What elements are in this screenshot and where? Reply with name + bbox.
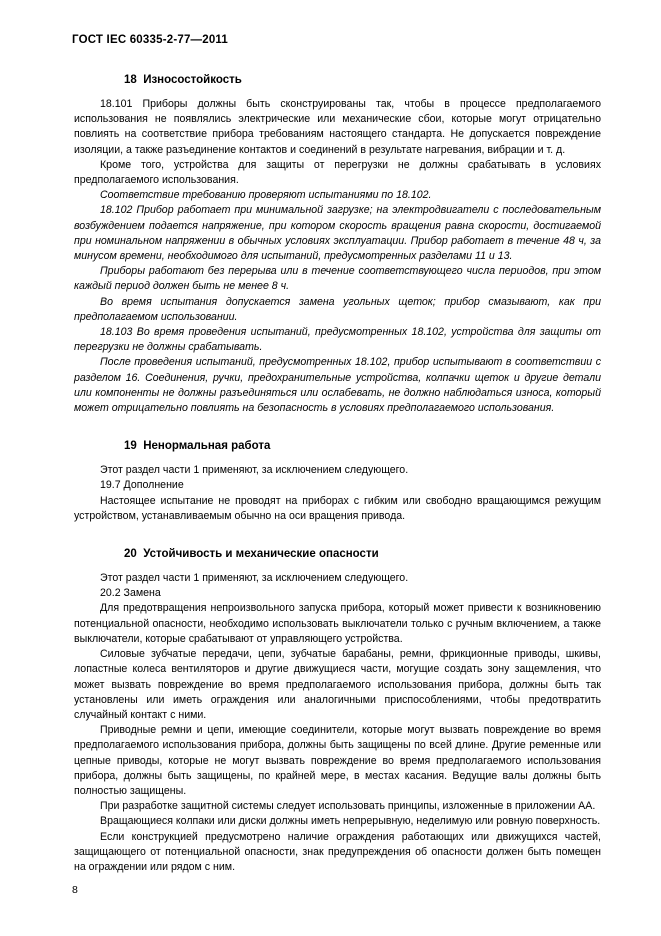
section-body-20 bbox=[72, 571, 603, 875]
paragraph: Вращающиеся колпаки или диски должны иметь непрерывную, неделимую или ровную поверхность. bbox=[100, 815, 601, 828]
section-number-18: 18 bbox=[124, 74, 137, 86]
paragraph: Для предотвращения непроизвольного запуска прибора, который может привести к возникновению потенциальной опасности, необходимо использовать выключатели только с ручным включением, а также выключатели, которые срабатывают от управляющего устройства. bbox=[74, 602, 601, 645]
paragraph: 18.101 Приборы должны быть сконструированы так, чтобы в процессе предполагаемого использования не появлялись электрические или механические сбои, которые могут отрицательно повлиять на соответствие прибора требованиям настоящего стандарта. Не допускается повреждение изоляции, а также разъединение контактов и соединений в результате нагревания, вибрации и т. д. bbox=[74, 98, 601, 156]
section-heading-19 bbox=[72, 440, 603, 452]
paragraph: Во время испытания допускается замена угольных щеток; прибор смазывают, как при предполагаемом использовании. bbox=[74, 295, 601, 323]
paragraph: При разработке защитной системы следует использовать принципы, изложенные в приложении АА. bbox=[100, 800, 596, 813]
paragraph: Приборы работают без перерыва или в течение соответствующего числа периодов, при этом каждый период должен быть не менее 8 ч. bbox=[74, 265, 601, 293]
section-heading-20 bbox=[72, 548, 603, 560]
paragraph: Приводные ремни и цепи, имеющие соединители, которые могут вызвать повреждение во время предполагаемого использования прибора, должны быть защищены по всей длине. Другие ременные или цепные приводы, которые не могут вызвать повреждение во время предполагаемого использования прибора, должны быть защищены, по крайней мере, в местах касания. Ведущие валы должны быть полностью защищены. bbox=[74, 724, 601, 797]
section-body-19 bbox=[72, 463, 603, 524]
paragraph: Этот раздел части 1 применяют, за исключением следующего. bbox=[100, 572, 409, 585]
paragraph: Силовые зубчатые передачи, цепи, зубчатые барабаны, ремни, фрикционные приводы, шкивы, лопастные колеса вентиляторов и другие движущиеся части, могущие создать зону защемления, что может вызвать повреждение во время предполагаемого использования прибора, должны быть так установлены или иметь ограждения или аналогичными приспособлениями, чтобы предотвратить случайный контакт с ними. bbox=[74, 648, 601, 721]
paragraph: 20.2 Замена bbox=[100, 587, 161, 600]
paragraph: Настоящее испытание не проводят на приборах с гибким или свободно вращающимся режущим устройством, устанавливаемым обычно на оси вращения привода. bbox=[74, 494, 601, 522]
paragraph: 18.103 Во время проведения испытаний, предусмотренных 18.102, устройства для защиты от перегрузки не должны срабатывать. bbox=[74, 326, 601, 354]
section-title-18: Износостойкость bbox=[143, 74, 242, 86]
section-number-19: 19 bbox=[124, 440, 137, 453]
section-title-19: Ненормальная работа bbox=[143, 440, 271, 453]
section-body-18 bbox=[72, 97, 603, 416]
paragraph: 18.102 Прибор работает при минимальной загрузке; на электродвигатели с последовательным возбуждением подается напряжение, при котором скорость вращения равна скорости, достигаемой при номинальном напряжении в обычных условиях эксплуатации. Прибор работает в течение 48 ч, за минусом времени, необходимого для испытаний, предусмотренных разделами 11 и 13. bbox=[74, 204, 601, 263]
page-number: 8 bbox=[72, 884, 78, 896]
paragraph: Соответствие требованию проверяют испытаниями по 18.102. bbox=[100, 189, 432, 202]
paragraph: После проведения испытаний, предусмотренных 18.102, прибор испытывают в соответствии с разделом 16. Соединения, ручки, предохранительные устройства, колпачки щеток и другие детали или компоненты не должны разъединяться или ослабевать, не должно наблюдаться износа, который может отрицательно повлиять на безопасность в условиях предполагаемого использования. bbox=[74, 356, 601, 415]
paragraph: 19.7 Дополнение bbox=[100, 479, 184, 492]
section-title-20: Устойчивость и механические опасности bbox=[143, 548, 379, 561]
page-header: ГОСТ IEC 60335-2-77—2011 bbox=[72, 34, 228, 46]
paragraph: Этот раздел части 1 применяют, за исключением следующего. bbox=[100, 464, 409, 477]
paragraph: Если конструкцией предусмотрено наличие ограждения работающих или движущихся частей, защищающего от потенциальной опасности, знак предупреждения об опасности должен быть помещен на ограждении или рядом с ним. bbox=[74, 830, 601, 873]
paragraph: Кроме того, устройства для защиты от перегрузки не должны срабатывать в условиях предполагаемого использования. bbox=[74, 158, 601, 187]
section-number-20: 20 bbox=[124, 548, 137, 561]
section-heading-18 bbox=[72, 74, 603, 86]
